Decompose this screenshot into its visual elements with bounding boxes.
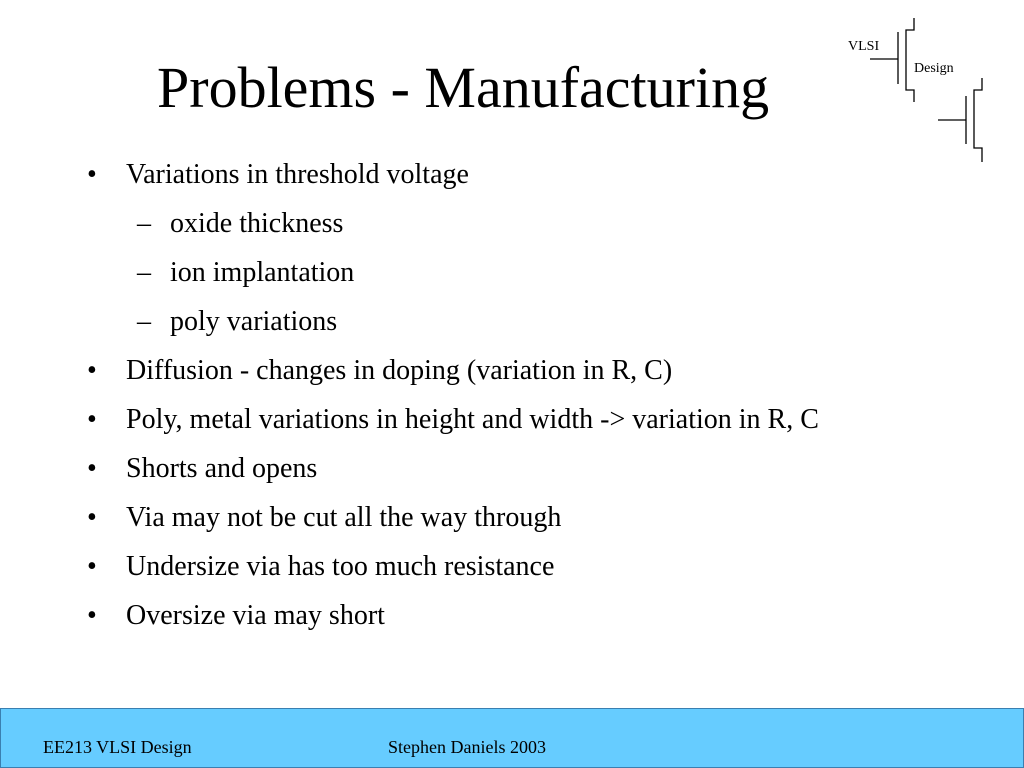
logo-design-text: Design bbox=[914, 61, 954, 76]
bullet-marker: • bbox=[87, 159, 97, 190]
dash-marker: – bbox=[137, 306, 151, 337]
bullet-item bbox=[0, 450, 906, 488]
bullet-text: Shorts and opens bbox=[126, 453, 318, 484]
bullet-text: Poly, metal variations in height and width -> variation in R, C bbox=[126, 404, 819, 435]
bullet-marker: • bbox=[87, 404, 97, 435]
sub-bullet-item bbox=[0, 254, 960, 292]
logo-vlsi-text: VLSI bbox=[848, 39, 880, 54]
bullet-item bbox=[0, 548, 906, 586]
footer-bar bbox=[0, 708, 1024, 768]
bullet-marker: • bbox=[87, 355, 97, 386]
footer-author: Stephen Daniels 2003 bbox=[388, 737, 546, 757]
bullet-text: Undersize via has too much resistance bbox=[126, 551, 555, 582]
sub-bullet-text: poly variations bbox=[170, 306, 338, 337]
bullet-text: Diffusion - changes in doping (variation in R, C) bbox=[126, 355, 673, 386]
sub-bullet-text: ion implantation bbox=[170, 257, 355, 288]
transistor-symbol-top bbox=[870, 18, 914, 102]
bullet-item bbox=[0, 352, 906, 390]
transistor-symbol-bottom bbox=[938, 78, 982, 162]
transistor-logo-icon bbox=[840, 14, 990, 166]
dash-marker: – bbox=[137, 208, 151, 239]
bullet-text: Via may not be cut all the way through bbox=[126, 502, 562, 533]
bullet-marker: • bbox=[87, 600, 97, 631]
bullet-text: Oversize via may short bbox=[126, 600, 385, 631]
dash-marker: – bbox=[137, 257, 151, 288]
bullet-item bbox=[0, 401, 906, 439]
bullet-marker: • bbox=[87, 453, 97, 484]
bullet-item bbox=[0, 597, 906, 635]
sub-bullet-item bbox=[0, 205, 960, 243]
sub-bullet-text: oxide thickness bbox=[170, 208, 344, 239]
bullet-marker: • bbox=[87, 502, 97, 533]
bullet-list bbox=[0, 156, 960, 646]
footer-course: EE213 VLSI Design bbox=[43, 737, 192, 757]
slide-title: Problems - Manufacturing bbox=[157, 55, 770, 120]
bullet-text: Variations in threshold voltage bbox=[126, 159, 469, 190]
sub-bullet-item bbox=[0, 303, 960, 341]
bullet-item bbox=[0, 156, 906, 194]
bullet-marker: • bbox=[87, 551, 97, 582]
bullet-item bbox=[0, 499, 906, 537]
